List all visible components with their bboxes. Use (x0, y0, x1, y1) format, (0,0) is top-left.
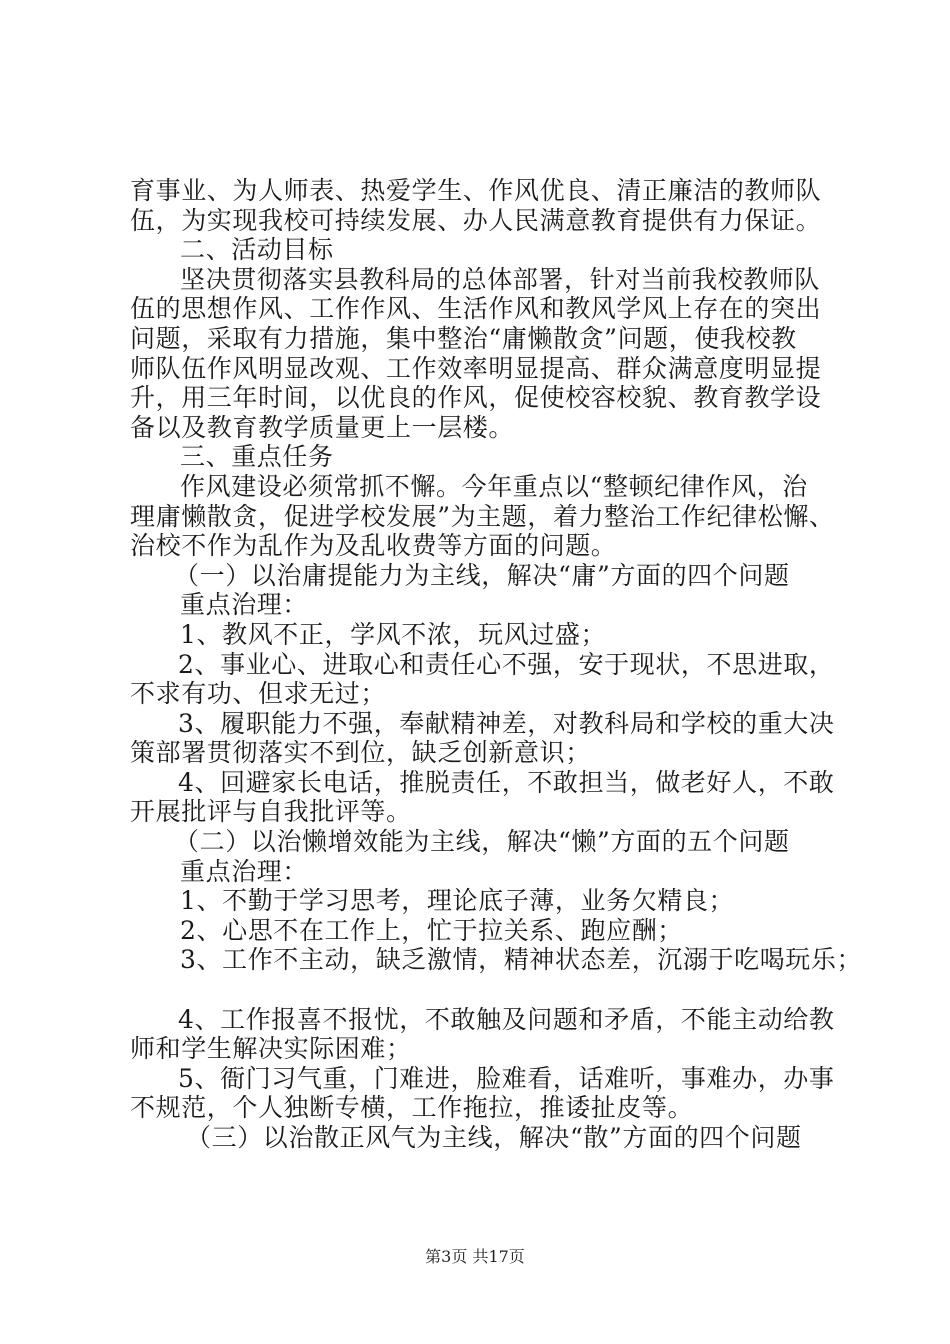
subsection-heading: （二）以治懒增效能为主线，解决“懒”方面的五个问题 (174, 827, 790, 857)
paragraph-line: 伍的思想作风、工作作风、生活作风和教风学风上存在的突出 (130, 294, 822, 324)
paragraph-line: 升，用三年时间，以优良的作风，促使校容校貌、教育教学设 (130, 383, 822, 413)
paragraph-line: 问题，采取有力措施，集中整治“庸懒散贪”问题，使我校教 (130, 323, 797, 353)
paragraph-line: 重点治理： (180, 856, 309, 886)
list-item-continuation: 开展批评与自我批评等。 (130, 797, 412, 827)
paragraph-line: 育事业、为人师表、热爱学生、作风优良、清正廉洁的教师队 (130, 176, 822, 205)
paragraph-line: 重点治理： (180, 590, 309, 620)
list-item-continuation: 师和学生解决实际困难； (130, 1034, 412, 1064)
paragraph-line: 师队伍作风明显改观、工作效率明显提高、群众满意度明显提 (130, 353, 822, 383)
paragraph-line: 作风建设必须常抓不懈。今年重点以“整顿纪律作风，治 (180, 471, 808, 501)
paragraph-line: 备以及教育教学质量更上一层楼。 (130, 412, 515, 442)
paragraph-line: 治校不作为乱作为及乱收费等方面的问题。 (130, 531, 617, 561)
list-item: 2、事业心、进取心和责任心不强，安于现状，不思进取， (178, 649, 835, 679)
list-item: 2、心思不在工作上，忙于拉关系、跑应酬； (180, 915, 683, 945)
section-heading: 三、重点任务 (180, 442, 334, 472)
list-item: 1、教风不正，学风不浓，玩风过盛； (180, 619, 607, 649)
list-item: 3、履职能力不强，奉献精神差，对教科局和学校的重大决 (178, 708, 835, 738)
blank-line (130, 975, 830, 1005)
paragraph-line: 理庸懒散贪，促进学校发展”为主题，着力整治工作纪律松懈、 (130, 501, 835, 531)
subsection-heading: （一）以治庸提能力为主线，解决“庸”方面的四个问题 (174, 560, 790, 590)
page-number-footer: 第3页 共17页 (425, 1247, 525, 1266)
list-item: 4、回避家长电话，推脱责任，不敢担当，做老好人，不敢 (178, 767, 835, 797)
list-item: 5、衙门习气重，门难进，脸难看，话难听，事难办，办事 (178, 1063, 835, 1093)
paragraph-line: 伍，为实现我校可持续发展、办人民满意教育提供有力保证。 (130, 205, 822, 235)
list-item: 4、工作报喜不报忧，不敢触及问题和矛盾，不能主动给教 (178, 1004, 835, 1034)
section-heading: 二、活动目标 (180, 235, 334, 265)
subsection-heading: （三）以治散正风气为主线，解决“散”方面的四个问题 (186, 1123, 802, 1152)
list-item-continuation: 不求有功、但求无过； (130, 679, 387, 709)
list-item: 3、工作不主动，缺乏激情，精神状态差，沉溺于吃喝玩乐； (180, 945, 863, 975)
list-item-continuation: 策部署贯彻落实不到位，缺乏创新意识； (130, 738, 591, 768)
paragraph-line: 坚决贯彻落实县教科局的总体部署，针对当前我校教师队 (180, 264, 821, 294)
list-item: 1、不勤于学习思考，理论底子薄，业务欠精良； (180, 886, 735, 916)
document-body (130, 176, 863, 1153)
list-item-continuation: 不规范，个人独断专横，工作拖拉，推诿扯皮等。 (130, 1093, 694, 1123)
